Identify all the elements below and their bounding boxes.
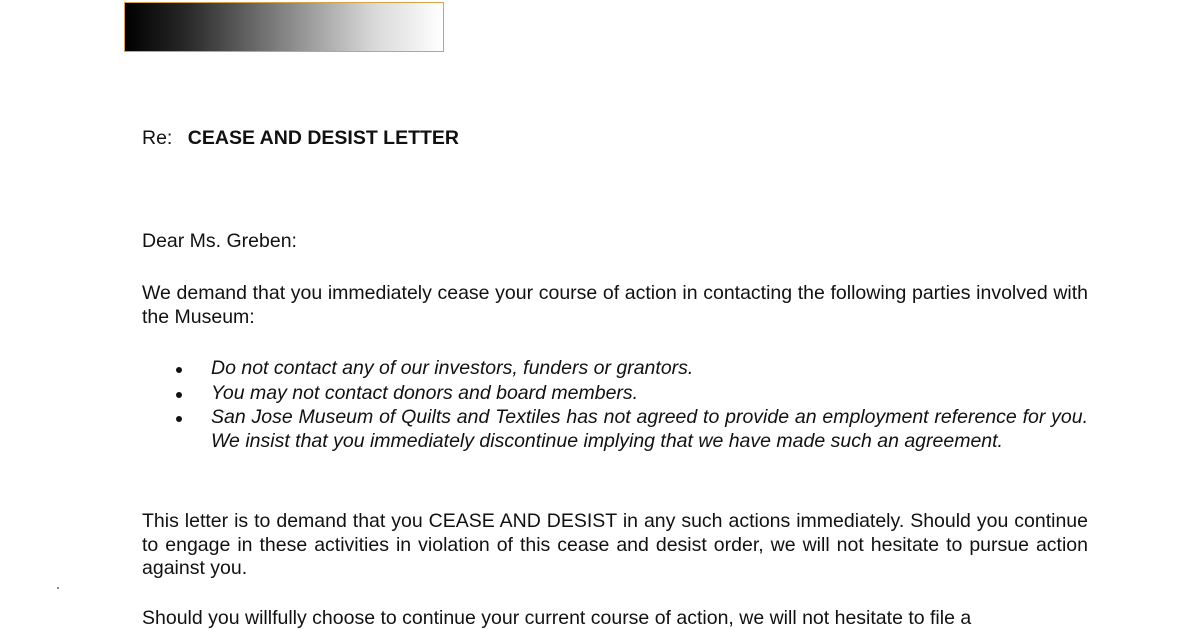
scan-speck [57, 587, 59, 589]
list-item [142, 382, 1088, 406]
list-item [142, 357, 1088, 381]
bullet-icon [176, 367, 182, 373]
bullet-icon [176, 416, 182, 422]
list-item [142, 406, 1088, 453]
redacted-letterhead [124, 2, 444, 52]
paragraph-further-action: Should you willfully choose to continue your current course of action, we will not hesitate to file a [142, 607, 972, 629]
bullet-icon [176, 392, 182, 398]
bullet-text: You may not contact donors and board members. [211, 381, 639, 404]
paragraph-demand: We demand that you immediately cease your course of action in contacting the following parties involved with the Museum: [142, 282, 1088, 328]
bullet-text: San Jose Museum of Quilts and Textiles has not agreed to provide an employment reference for you. We insist that you immediately discontinue implying that we have made such an agreement. [211, 406, 1088, 452]
re-label: Re: [142, 127, 173, 149]
bullet-list [142, 357, 1088, 454]
subject-line [142, 127, 459, 150]
bullet-text: Do not contact any of our investors, funders or grantors. [211, 357, 694, 379]
paragraph-cease-and-desist: This letter is to demand that you CEASE AND DESIST in any such actions immediately. Should you continue to engage in these activities in violation of this cease and desist order, we will not hesitate to pursue action against you. [142, 510, 1088, 579]
letter-subject: CEASE AND DESIST LETTER [187, 127, 460, 149]
salutation: Dear Ms. Greben: [142, 230, 297, 252]
